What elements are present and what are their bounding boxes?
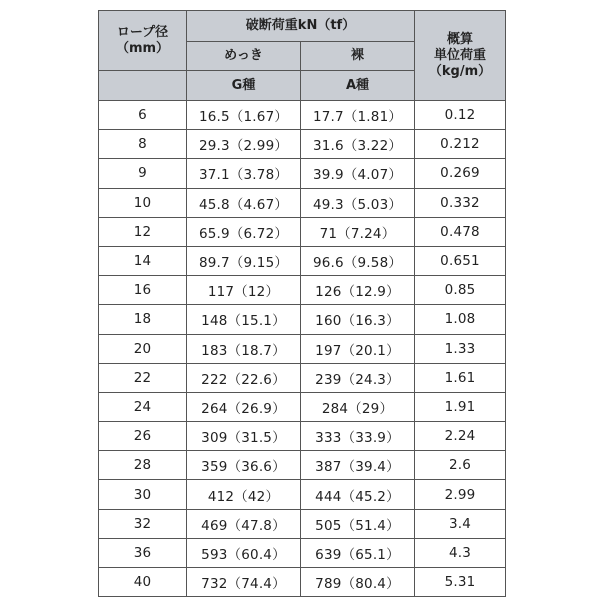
unit-weight-cell: 0.332 <box>415 188 506 217</box>
grade-a-load-cell: 96.6（9.58） <box>301 246 415 275</box>
unit-weight-cell: 0.269 <box>415 159 506 188</box>
table-row <box>99 188 506 217</box>
grade-g-load-cell: 309（31.5） <box>187 422 301 451</box>
diameter-cell: 6 <box>99 101 187 130</box>
grade-g-load-cell: 65.9（6.72） <box>187 217 301 246</box>
grade-a-header: A種 <box>301 71 415 101</box>
diameter-cell: 8 <box>99 130 187 159</box>
table-header <box>99 11 506 101</box>
unit-weight-unit: （kg/m） <box>428 63 492 79</box>
table-row <box>99 101 506 130</box>
grade-a-load-cell: 197（20.1） <box>301 334 415 363</box>
diameter-cell: 16 <box>99 276 187 305</box>
grade-g-load-cell: 45.8（4.67） <box>187 188 301 217</box>
table-row <box>99 217 506 246</box>
grade-g-load-cell: 16.5（1.67） <box>187 101 301 130</box>
rope-diameter-header <box>99 11 187 71</box>
grade-g-load-cell: 222（22.6） <box>187 363 301 392</box>
grade-a-load-cell: 239（24.3） <box>301 363 415 392</box>
rope-diameter-unit: （mm） <box>115 40 170 56</box>
unit-weight-header <box>415 11 506 101</box>
grade-g-header: G種 <box>187 71 301 101</box>
grade-a-load-cell: 789（80.4） <box>301 568 415 597</box>
rope-spec-table-container <box>98 10 505 597</box>
rope-diameter-label: ロープ径 <box>116 24 169 40</box>
grade-a-load-cell: 17.7（1.81） <box>301 101 415 130</box>
unit-weight-cell: 5.31 <box>415 568 506 597</box>
diameter-cell: 40 <box>99 568 187 597</box>
grade-g-load-cell: 183（18.7） <box>187 334 301 363</box>
grade-g-load-cell: 469（47.8） <box>187 509 301 538</box>
unit-weight-cell: 0.12 <box>415 101 506 130</box>
grade-a-load-cell: 505（51.4） <box>301 509 415 538</box>
table-row <box>99 509 506 538</box>
unit-weight-cell: 1.91 <box>415 392 506 421</box>
unit-weight-cell: 4.3 <box>415 538 506 567</box>
table-row <box>99 538 506 567</box>
unit-weight-cell: 0.478 <box>415 217 506 246</box>
diameter-cell: 22 <box>99 363 187 392</box>
table-row <box>99 480 506 509</box>
table-body <box>99 101 506 597</box>
grade-g-load-cell: 593（60.4） <box>187 538 301 567</box>
table-row <box>99 422 506 451</box>
grade-g-load-cell: 89.7（9.15） <box>187 246 301 275</box>
unit-weight-cell: 2.6 <box>415 451 506 480</box>
table-row <box>99 568 506 597</box>
unit-weight-cell: 1.08 <box>415 305 506 334</box>
unit-weight-label-2: 単位荷重 <box>433 47 486 63</box>
grade-a-load-cell: 71（7.24） <box>301 217 415 246</box>
table-row <box>99 334 506 363</box>
unit-weight-cell: 1.33 <box>415 334 506 363</box>
table-row <box>99 451 506 480</box>
unit-weight-label-1: 概算 <box>446 31 473 47</box>
table-row <box>99 246 506 275</box>
diameter-cell: 14 <box>99 246 187 275</box>
diameter-cell: 10 <box>99 188 187 217</box>
empty-header-cell <box>99 71 187 101</box>
plated-header: めっき <box>187 42 301 71</box>
diameter-cell: 9 <box>99 159 187 188</box>
unit-weight-cell: 0.651 <box>415 246 506 275</box>
diameter-cell: 12 <box>99 217 187 246</box>
grade-g-load-cell: 117（12） <box>187 276 301 305</box>
grade-a-load-cell: 387（39.4） <box>301 451 415 480</box>
rope-spec-table <box>98 10 506 597</box>
diameter-cell: 24 <box>99 392 187 421</box>
table-row <box>99 159 506 188</box>
unit-weight-cell: 2.24 <box>415 422 506 451</box>
grade-g-load-cell: 37.1（3.78） <box>187 159 301 188</box>
unit-weight-cell: 1.61 <box>415 363 506 392</box>
diameter-cell: 32 <box>99 509 187 538</box>
unit-weight-cell: 0.212 <box>415 130 506 159</box>
grade-g-load-cell: 412（42） <box>187 480 301 509</box>
grade-a-load-cell: 49.3（5.03） <box>301 188 415 217</box>
table-row <box>99 276 506 305</box>
grade-g-load-cell: 264（26.9） <box>187 392 301 421</box>
diameter-cell: 20 <box>99 334 187 363</box>
table-row <box>99 130 506 159</box>
diameter-cell: 18 <box>99 305 187 334</box>
grade-g-load-cell: 148（15.1） <box>187 305 301 334</box>
diameter-cell: 28 <box>99 451 187 480</box>
grade-g-load-cell: 359（36.6） <box>187 451 301 480</box>
table-row <box>99 363 506 392</box>
grade-a-load-cell: 444（45.2） <box>301 480 415 509</box>
table-row <box>99 305 506 334</box>
diameter-cell: 30 <box>99 480 187 509</box>
table-row <box>99 392 506 421</box>
unit-weight-cell: 2.99 <box>415 480 506 509</box>
unit-weight-cell: 0.85 <box>415 276 506 305</box>
grade-a-load-cell: 333（33.9） <box>301 422 415 451</box>
grade-a-load-cell: 31.6（3.22） <box>301 130 415 159</box>
diameter-cell: 36 <box>99 538 187 567</box>
diameter-cell: 26 <box>99 422 187 451</box>
grade-a-load-cell: 160（16.3） <box>301 305 415 334</box>
grade-a-load-cell: 639（65.1） <box>301 538 415 567</box>
grade-g-load-cell: 732（74.4） <box>187 568 301 597</box>
grade-a-load-cell: 39.9（4.07） <box>301 159 415 188</box>
breaking-load-header: 破断荷重kN（tf） <box>187 11 415 42</box>
unit-weight-cell: 3.4 <box>415 509 506 538</box>
grade-a-load-cell: 126（12.9） <box>301 276 415 305</box>
grade-g-load-cell: 29.3（2.99） <box>187 130 301 159</box>
bare-header: 裸 <box>301 42 415 71</box>
grade-a-load-cell: 284（29） <box>301 392 415 421</box>
